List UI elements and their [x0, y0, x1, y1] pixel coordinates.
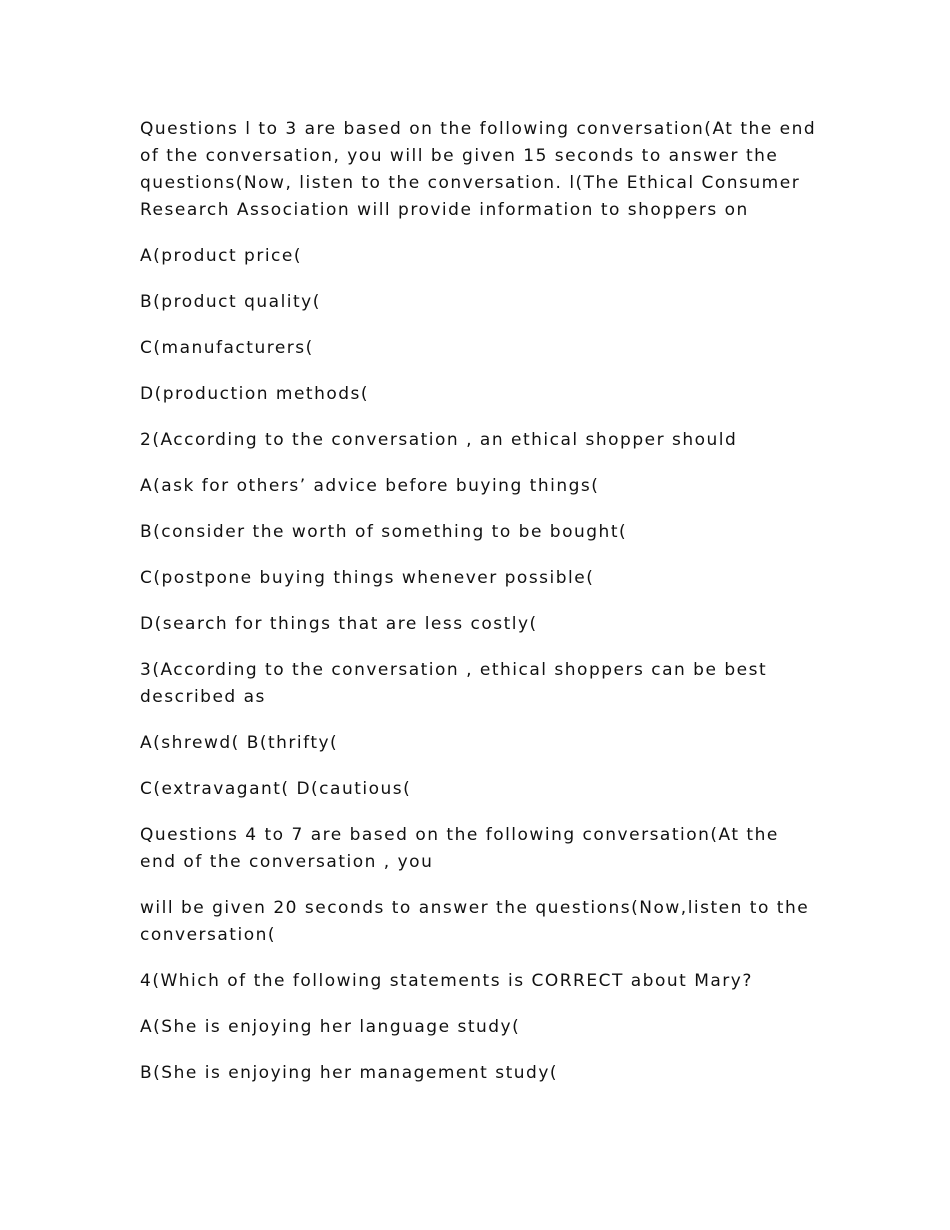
intro-paragraph-q4-7: Questions 4 to 7 are based on the following conversation(At the end of the conversation , you — [140, 825, 779, 872]
q1-option-d: D(production methods( — [140, 384, 370, 404]
q3-options-a-b: A(shrewd( B(thrifty( — [140, 733, 339, 753]
q2-option-d: D(search for things that are less costly( — [140, 614, 538, 634]
q1-option-c: C(manufacturers( — [140, 338, 314, 358]
question-4: 4(Which of the following statements is CORRECT about Mary? — [140, 971, 753, 991]
q2-option-b: B(consider the worth of something to be bought( — [140, 522, 628, 542]
intro-paragraph-q4-7-continued: will be given 20 seconds to answer the questions(Now,listen to the conversation( — [140, 898, 810, 945]
intro-paragraph-q1-3: Questions l to 3 are based on the following conversation(At the end of the conversation, you will be given 15 seconds to answer the questions(Now, listen to the conversation. l(The Ethical Consumer Research Association will provide information to shoppers on — [140, 119, 817, 220]
question-3: 3(According to the conversation , ethical shoppers can be best described as — [140, 660, 768, 707]
q1-option-a: A(product price( — [140, 246, 302, 266]
q2-option-c: C(postpone buying things whenever possible( — [140, 568, 595, 588]
q3-options-c-d: C(extravagant( D(cautious( — [140, 779, 412, 799]
document-page — [140, 116, 820, 1106]
question-2: 2(According to the conversation , an ethical shopper should — [140, 430, 738, 450]
q4-option-a: A(She is enjoying her language study( — [140, 1017, 521, 1037]
q2-option-a: A(ask for others’ advice before buying things( — [140, 476, 600, 496]
q1-option-b: B(product quality( — [140, 292, 321, 312]
q4-option-b: B(She is enjoying her management study( — [140, 1063, 559, 1083]
